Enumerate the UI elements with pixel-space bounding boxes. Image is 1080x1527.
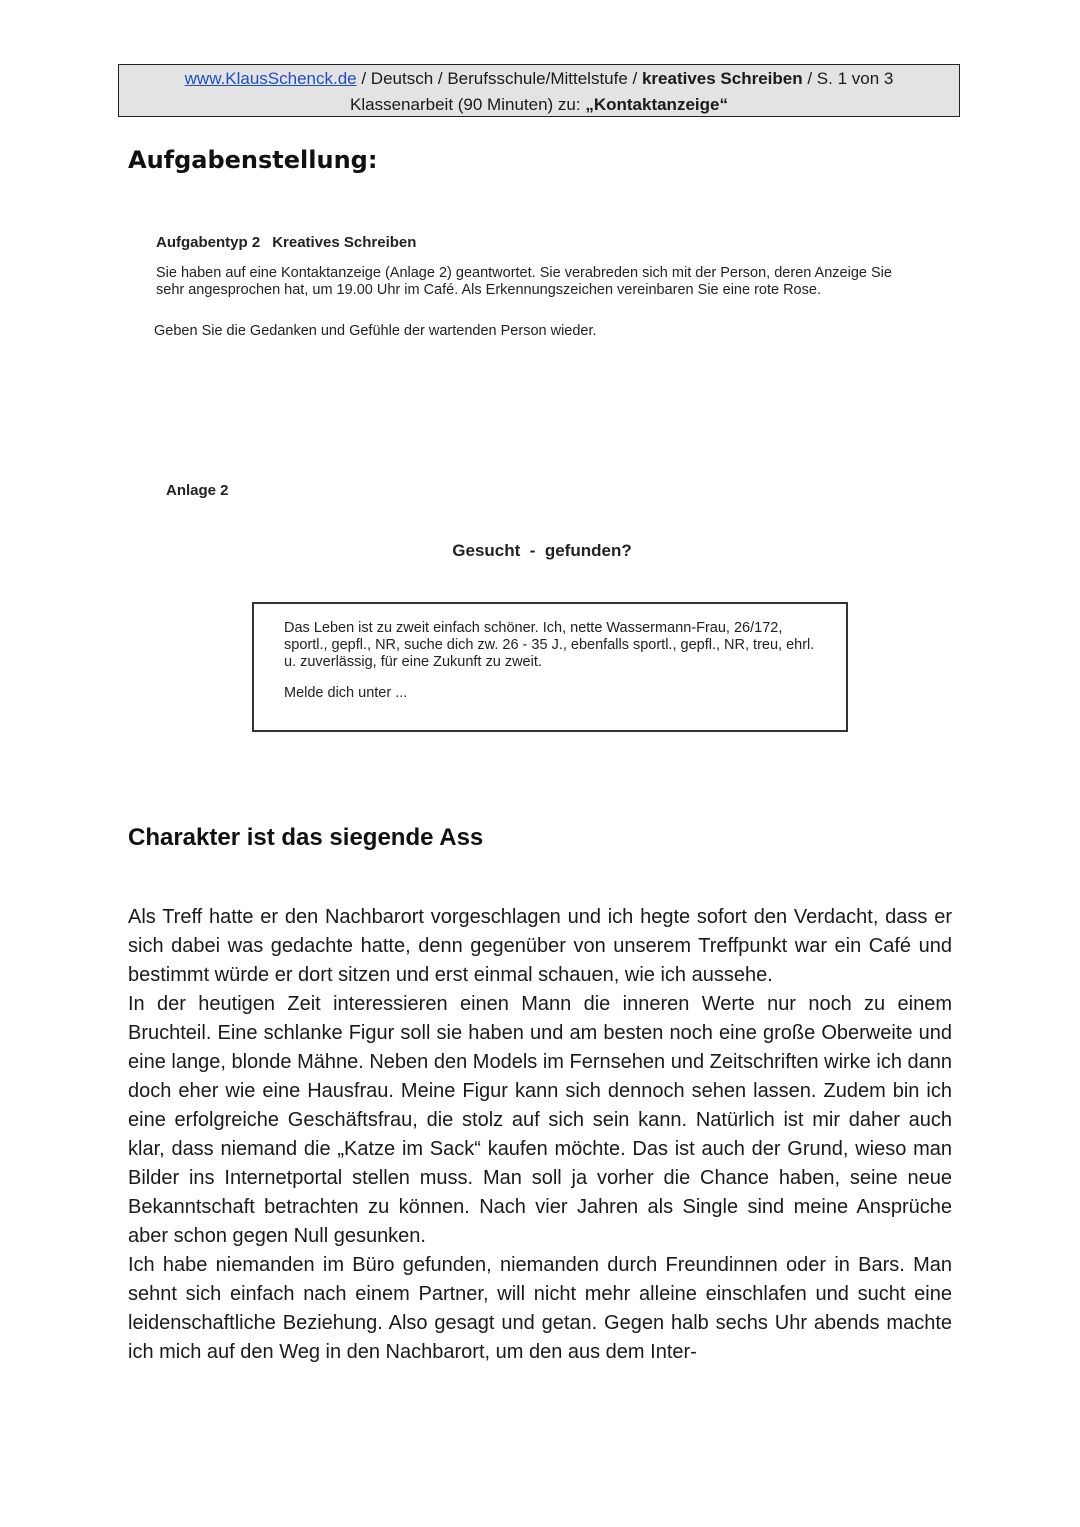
task-type-name: Kreatives Schreiben <box>272 234 417 251</box>
header-line-1 <box>119 66 959 92</box>
exam-prefix: Klassenarbeit (90 Minuten) zu: <box>350 95 586 114</box>
story-paragraph: Als Treff hatte er den Nachbarort vorgeschlagen und ich hegte sofort den Verdacht, dass er sich dabei was gedachte hatte, denn gegenüber von unserem Treffpunkt war ein Café und bestimmt würde er dort sitzen und erst einmal schauen, wie ich aussehe. <box>128 906 952 986</box>
task-instruction: Geben Sie die Gedanken und Gefühle der wartenden Person wieder. <box>154 323 597 339</box>
attachment-label: Anlage 2 <box>166 482 229 499</box>
exam-topic: „Kontaktanzeige“ <box>585 95 728 114</box>
contact-ad-box <box>252 602 848 732</box>
contact-ad-contact: Melde dich unter ... <box>284 685 408 701</box>
task-type-label: Aufgabentyp 2 <box>156 234 261 251</box>
story-body <box>128 903 952 1367</box>
header-line-2 <box>119 92 959 118</box>
story-paragraph: Ich habe niemanden im Büro gefunden, niemanden durch Freundinnen oder in Bars. Man sehnt sich einfach nach einem Partner, will nicht mehr alleine einschlafen und sucht eine leidenschaftliche Beziehung. Also gesagt und getan. Gegen halb sechs Uhr abends machte ich mich auf den Weg in den Nachbarort, um den aus dem Inter- <box>128 1254 952 1363</box>
page-header <box>118 64 960 117</box>
attachment-title: Gesucht - gefunden? <box>452 541 632 560</box>
header-topic: kreatives Schreiben <box>641 69 803 88</box>
story-title: Charakter ist das siegende Ass <box>128 824 484 851</box>
header-path: / Deutsch / Berufsschule/Mittelstufe / <box>356 69 642 88</box>
contact-ad-text: Das Leben ist zu zweit einfach schöner. Ich, nette Wassermann-Frau, 26/172, sportl., gepfl., NR, suche dich zw. 26 - 35 J., ebenfalls sportl., gepfl., NR, treu, ehrl. u. zuverlässig, für eine Zukunft zu zweit. <box>284 620 815 670</box>
header-page-info: / S. 1 von 3 <box>802 69 894 88</box>
site-link[interactable]: www.KlausSchenck.de <box>184 69 357 88</box>
task-type <box>156 234 916 251</box>
task-heading: Aufgabenstellung: <box>128 146 378 174</box>
task-description: Sie haben auf eine Kontaktanzeige (Anlage 2) geantwortet. Sie verabreden sich mit der Person, deren Anzeige Sie sehr angesprochen hat, um 19.00 Uhr im Café. Als Erkennungszeichen vereinbaren Sie eine rote Rose. <box>156 265 892 298</box>
story-paragraph: In der heutigen Zeit interessieren einen Mann die inneren Werte nur noch zu einem Bruchteil. Eine schlanke Figur soll sie haben und am besten noch eine große Oberweite und eine lange, blonde Mähne. Neben den Models im Fernsehen und Zeitschriften wirke ich dann doch eher wie eine Hausfrau. Meine Figur kann sich dennoch sehen lassen. Zudem bin ich eine erfolgreiche Geschäftsfrau, die stolz auf sich sein kann. Natürlich ist mir daher auch klar, dass niemand die „Katze im Sack“ kaufen möchte. Das ist auch der Grund, wieso man Bilder ins Internetportal stellen muss. Man soll ja vorher die Chance haben, seine neue Bekanntschaft betrachten zu können. Nach vier Jahren als Single sind meine Ansprüche aber schon gegen Null gesunken. <box>128 993 952 1247</box>
task-block <box>156 234 916 339</box>
